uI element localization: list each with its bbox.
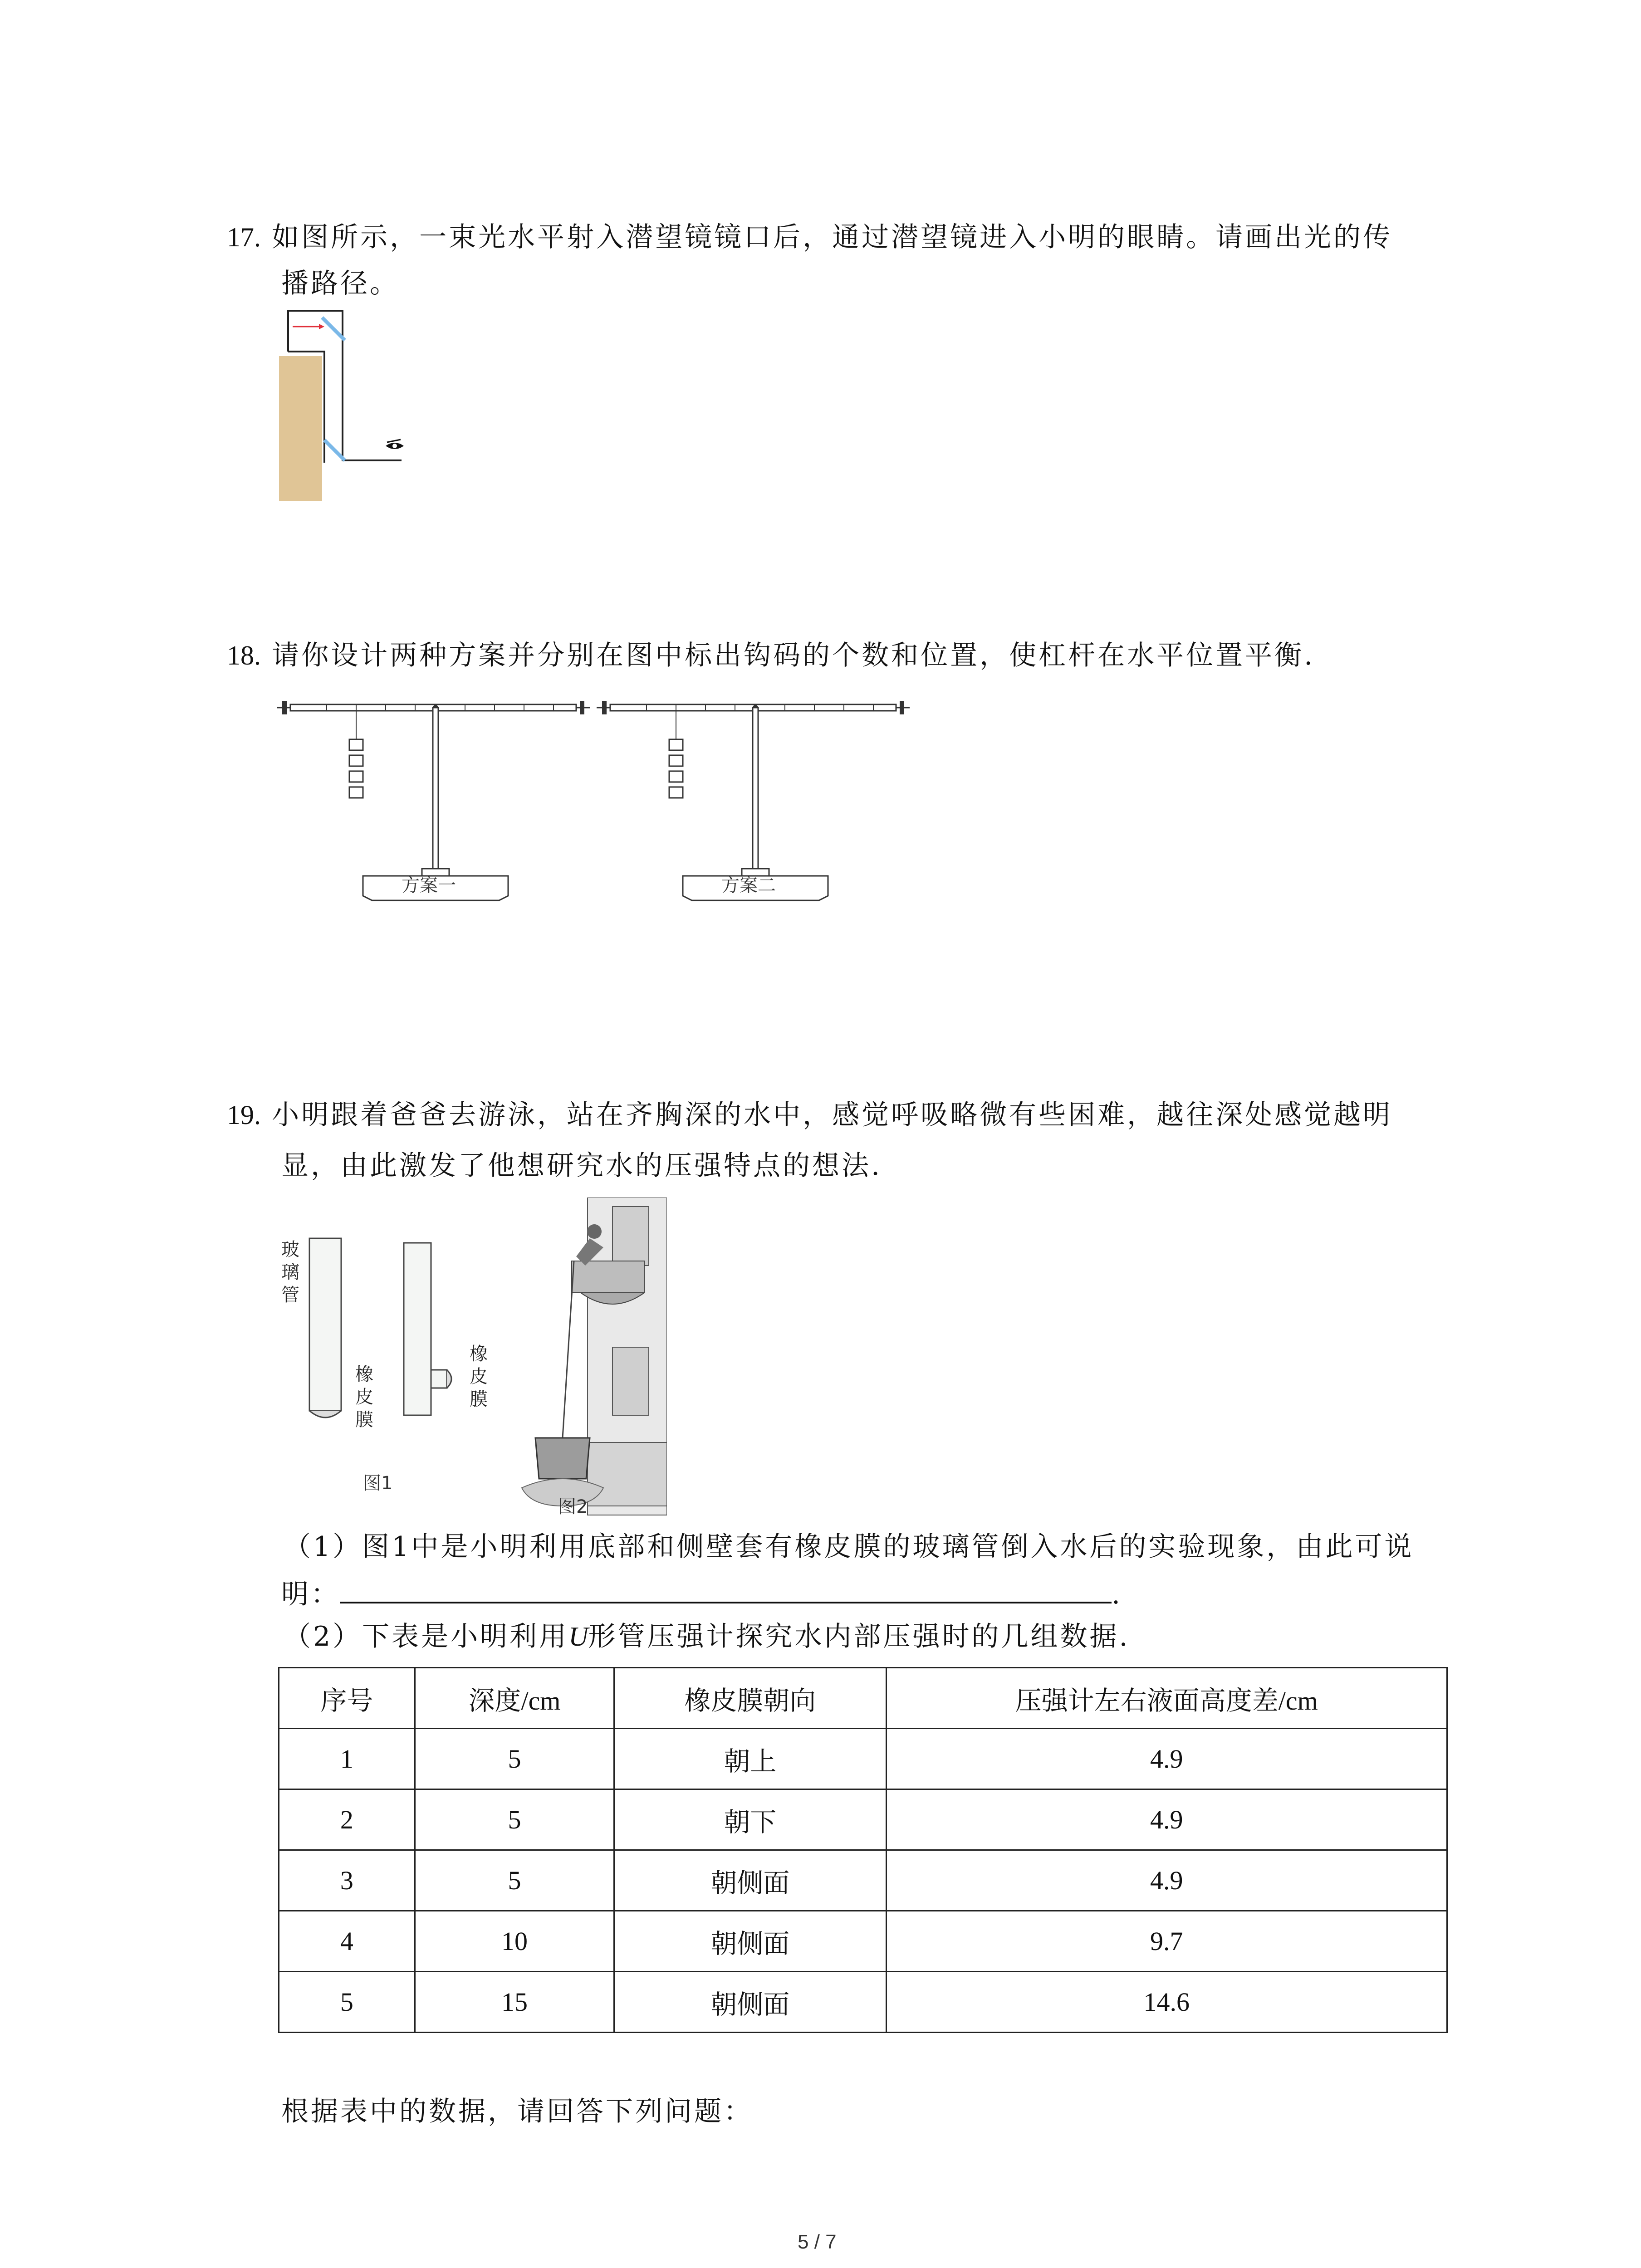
lever-b: [597, 701, 910, 900]
q19-part2-suffix: 形管压强计探究水内部压强时的几组数据.: [588, 1621, 1130, 1652]
table-cell: 4: [279, 1911, 415, 1972]
lever-a: [277, 701, 590, 900]
table-cell: 10: [415, 1911, 614, 1972]
q17-number: 17.: [227, 222, 261, 252]
tube-2-side-port: [431, 1370, 447, 1388]
table-cell: 朝侧面: [614, 1850, 886, 1911]
table-header-cell: 橡皮膜朝向: [614, 1668, 886, 1729]
lever-b-stand-post: [753, 708, 758, 871]
lever-a-weights: [349, 739, 363, 798]
table-header-row: [279, 1668, 1447, 1729]
table-cell: 5: [415, 1729, 614, 1789]
q19-closing-line: [281, 2093, 753, 2130]
tube-2-membrane: [447, 1370, 451, 1388]
table-header-cell: 深度/cm: [415, 1668, 614, 1729]
q19-stem-line2: 显，由此激发了他想研究水的压强特点的想法.: [281, 1150, 882, 1182]
barrel-figure: [508, 1198, 667, 1520]
q18-text-line1: [227, 637, 1315, 674]
q19-part1-line2: [281, 1576, 1122, 1613]
light-arrowhead: [319, 324, 324, 329]
table-header-cell: 序号: [279, 1668, 415, 1729]
label-membrane-bottom: 橡 皮 膜: [355, 1364, 373, 1430]
table-cell: 5: [415, 1850, 614, 1911]
periscope-tube-lower: [324, 460, 402, 469]
wall-block: [279, 356, 322, 501]
tube-1: [309, 1238, 341, 1411]
table-cell: 4.9: [886, 1789, 1447, 1850]
fig2-caption: 图2: [558, 1496, 588, 1517]
table-cell: 朝上: [614, 1729, 886, 1789]
table-cell: 朝侧面: [614, 1911, 886, 1972]
table-row: [279, 1972, 1447, 2033]
q17-text-line2: [281, 265, 399, 302]
tube-1-membrane: [309, 1411, 341, 1418]
balcony: [572, 1261, 644, 1293]
q19-part1-suffix: .: [1112, 1579, 1123, 1610]
lever-a-stand-post: [433, 708, 438, 871]
lever-b-caption: 方案二: [721, 875, 776, 896]
table-row: [279, 1911, 1447, 1972]
q19-part1-prefix: 明：: [281, 1579, 340, 1610]
upper-window: [612, 1207, 649, 1266]
lower-window: [612, 1347, 649, 1415]
lever-a-caption: 方案一: [402, 875, 456, 896]
table-cell: 4.9: [886, 1729, 1447, 1789]
table-cell: 5: [415, 1789, 614, 1850]
q19-part1-line1: [284, 1529, 1414, 1565]
q19-number: 19.: [227, 1100, 261, 1130]
tube-2: [404, 1243, 431, 1415]
q18-stem-line1: 请你设计两种方案并分别在图中标出钩码的个数和位置，使杠杆在水平位置平衡.: [272, 640, 1315, 671]
page-number: 5 / 7: [798, 2231, 837, 2253]
pressure-data-table: [278, 1667, 1448, 2033]
top-mirror: [322, 318, 345, 340]
q19-text-line2: [281, 1148, 882, 1184]
table-cell: 4.9: [886, 1850, 1447, 1911]
label-membrane-side: 橡 皮 膜: [470, 1344, 488, 1410]
lever-b-weights: [669, 739, 683, 798]
q17-stem-line2: 播路径。: [281, 268, 399, 299]
table-header-cell: 压强计左右液面高度差/cm: [886, 1668, 1447, 1729]
table-cell: 15: [415, 1972, 614, 2033]
eye-icon: [386, 440, 404, 449]
q17-text-line1: [227, 219, 1392, 255]
label-glass-tube: 玻 璃 管: [281, 1239, 299, 1305]
periscope-figure: [279, 308, 415, 503]
q19-part2-italic: U: [568, 1622, 588, 1652]
q18-number: 18.: [227, 640, 261, 670]
brick-base: [588, 1442, 667, 1506]
table-cell: 朝下: [614, 1789, 886, 1850]
q19-part2-line: [284, 1618, 1130, 1655]
table-row: [279, 1789, 1447, 1850]
barrel: [535, 1438, 590, 1479]
table-cell: 3: [279, 1850, 415, 1911]
fig1-caption: 图1: [363, 1473, 393, 1494]
table-cell: 朝侧面: [614, 1972, 886, 2033]
table-cell: 9.7: [886, 1911, 1447, 1972]
q17-stem-line1: 如图所示，一束光水平射入潜望镜镜口后，通过潜望镜进入小明的眼睛。请画出光的传: [272, 221, 1393, 253]
table-cell: 14.6: [886, 1972, 1447, 2033]
person-head: [587, 1224, 602, 1239]
q19-text-line1: [227, 1097, 1392, 1133]
lever-figure: [277, 687, 912, 905]
table-row: [279, 1729, 1447, 1789]
q19-part1-text: （1）图1中是小明利用底部和侧壁套有橡皮膜的玻璃管倒入水后的实验现象，由此可说: [284, 1531, 1414, 1563]
q19-part2-prefix: （2）下表是小明利用: [284, 1621, 569, 1652]
q19-stem-line1: 小明跟着爸爸去游泳，站在齐胸深的水中，感觉呼吸略微有些困难，越往深处感觉越明: [272, 1099, 1393, 1131]
table-cell: 2: [279, 1789, 415, 1850]
table-cell: 5: [279, 1972, 415, 2033]
table-cell: 1: [279, 1729, 415, 1789]
q19-closing: 根据表中的数据，请回答下列问题：: [281, 2096, 753, 2127]
thin-tube: [563, 1261, 574, 1438]
answer-blank[interactable]: [340, 1576, 1112, 1603]
table-row: [279, 1850, 1447, 1911]
